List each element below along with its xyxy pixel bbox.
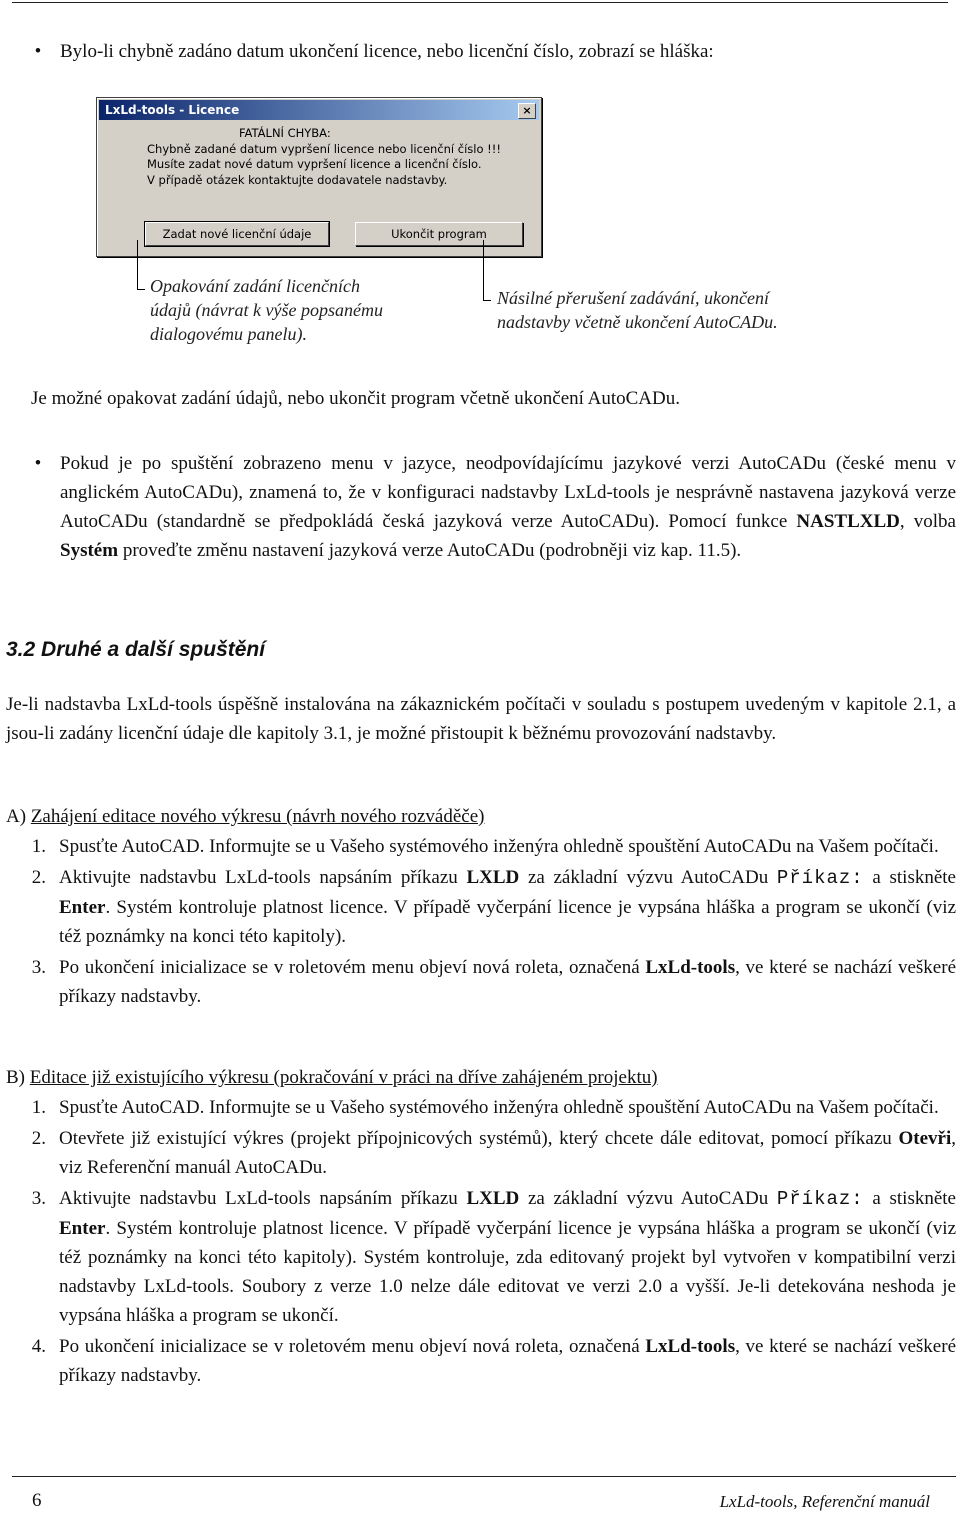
list-item [6,1184,956,1330]
dialog-titlebar [99,100,539,120]
footer-rule [12,1476,956,1477]
list-text: za základní výzvu AutoCADu [519,1188,777,1209]
quit-program-button[interactable]: Ukončit program [355,222,523,246]
page-number: 6 [32,1490,42,1511]
list-text: Spusťte AutoCAD. Informujte se u Vašeho systémového inženýra ohledně spouštění AutoCADu na Vašem počítači. [59,836,939,857]
menu-name: LxLd-tools [645,957,736,978]
text: , volba [899,511,956,532]
key-name: Enter [59,1218,106,1239]
list-text: a stiskněte [863,1188,956,1209]
list-text: , viz Referenční manuál AutoCADu. [59,1128,956,1178]
section-heading: 3.2 Druhé a další spuštění [6,638,266,661]
header-rule [12,2,948,3]
list-number: 1. [31,1097,46,1118]
list-number: 3. [31,1188,46,1209]
list-item [6,1124,956,1182]
footer-title: LxLd-tools, Referenční manuál [719,1492,930,1511]
list-number: 2. [31,1128,46,1149]
list-number: 4. [31,1336,46,1357]
list-text: . Systém kontroluje platnost licence. V případě vyčerpání licence je vypsána hláška a program se ukončí (viz též poznámky na konci této kapitoly). [59,897,956,947]
bullet-item [28,37,960,66]
list-item [6,1093,956,1122]
menu-name: LxLd-tools [645,1336,736,1357]
text: Pokud je po spuštění zobrazeno menu v jazyce, neodpovídajícímu jazykové verzi AutoCADu (české menu v anglickém AutoCADu), znamená to, že v konfiguraci nadstavby LxLd-tools je nesprávně nastavena jazyková verze AutoCADu (standardně se předpokládá česká jazyková verze AutoCADu). Pomocí funkce [60,453,956,532]
list-text: Spusťte AutoCAD. Informujte se u Vašeho systémového inženýra ohledně spouštění AutoCADu na Vašem počítači. [59,1097,939,1118]
bullet-text [60,449,956,565]
retry-licence-button[interactable]: Zadat nové licenční údaje [145,222,329,246]
callout-quit [497,286,778,334]
list-text: . Systém kontroluje platnost licence. V případě vyčerpání licence je vypsána hláška a program se ukončí (viz též poznámky na konci této kapitoly). Systém kontroluje, zda editovaný projekt byl vytvořen v kompatibilní verzi nadstavby LxLd-tools. Soubory z verze 1.0 nelze dále editovat ve verzi 2.0 a vyšší. Je-li detekována neshoda je vypsána hláška a program se ukončí. [59,1218,956,1326]
paragraph: Je možné opakovat zadání údajů, nebo ukončit program včetně ukončení AutoCADu. [31,388,680,409]
section-a-list [6,832,956,1011]
section-title: Zahájení editace nového výkresu (návrh nového rozváděče) [30,806,485,827]
section-prefix: A) [6,806,27,827]
bullet-icon: • [34,453,42,474]
list-text: a stiskněte [863,867,956,888]
section-title: Editace již existujícího výkresu (pokračování v práci na dříve zahájeném projektu) [29,1067,658,1088]
list-item [6,953,956,1011]
list-text: Aktivujte nadstavbu LxLd-tools napsáním příkazu [59,1188,467,1209]
list-text: , ve které se nachází veškeré příkazy nadstavby. [59,957,957,1007]
callout-line: nadstavby včetně ukončení AutoCADu. [497,312,778,332]
list-text: Po ukončení inicializace se v roletovém menu objeví nová roleta, označená [59,957,646,978]
list-item [6,832,956,861]
section-a-title [6,802,956,831]
callout-line-left [137,240,138,289]
error-header: FATÁLNÍ CHYBA: [239,126,331,140]
callout-line: údajů (návrat k výše popsanému [150,300,383,320]
section-prefix: B) [6,1067,25,1088]
bullet-text: Bylo-li chybně zadáno datum ukončení licence, nebo licenční číslo, zobrazí se hláška: [60,41,714,62]
callout-line: dialogovému panelu). [150,324,307,344]
dialog-message [147,126,501,188]
option-name: Systém [60,540,119,561]
prompt-text: Příkaz: [776,867,864,889]
error-line: V případě otázek kontaktujte dodavatele nadstavby. [147,172,448,187]
bullet-icon: • [34,41,42,62]
list-number: 1. [31,836,46,857]
section-b-title [6,1063,956,1092]
dialog-title: LxLd-tools - Licence [105,103,240,117]
list-number: 3. [31,957,46,978]
command-name: LXLD [466,867,520,888]
command-name: LXLD [466,1188,520,1209]
callout-line: Opakování zadání licenčních [150,276,360,296]
error-line: Musíte zadat nové datum vypršení licence a licenční číslo. [147,157,482,171]
key-name: Enter [59,897,106,918]
section-b-list [6,1093,956,1390]
callout-line: Násilné přerušení zadávání, ukončení [497,288,769,308]
list-number: 2. [31,867,46,888]
close-icon[interactable]: × [518,103,536,119]
licence-dialog [96,97,542,257]
command-name: NASTLXLD [796,511,900,532]
error-line: Chybně zadané datum vypršení licence nebo licenční číslo !!! [147,141,501,156]
list-text: Po ukončení inicializace se v roletovém menu objeví nová roleta, označená [59,1336,646,1357]
bullet-item [28,449,956,565]
prompt-text: Příkaz: [776,1188,864,1210]
text: proveďte změnu nastavení jazyková verze AutoCADu (podrobněji viz kap. 11.5). [118,540,742,561]
list-text: Aktivujte nadstavbu LxLd-tools napsáním příkazu [59,867,467,888]
list-text: , ve které se nachází veškeré příkazy nadstavby. [59,1336,957,1386]
list-text: za základní výzvu AutoCADu [519,867,777,888]
list-item [6,863,956,951]
callout-line-left-h [137,289,145,290]
callout-line-right-h [483,300,491,301]
list-text: Otevřete již existující výkres (projekt přípojnicových systémů), který chcete dále editovat, pomocí příkazu [59,1128,899,1149]
callout-retry [150,274,383,346]
intro-paragraph: Je-li nadstavba LxLd-tools úspěšně instalována na zákaznickém počítači v souladu s postupem uvedeným v kapitole 2.1, a jsou-li zadány licenční údaje dle kapitoly 3.1, je možné přistoupit k běžnému provozování nadstavby. [6,694,956,744]
list-item [6,1332,956,1390]
command-name: Otevři [898,1128,952,1149]
callout-line-right [483,240,484,300]
